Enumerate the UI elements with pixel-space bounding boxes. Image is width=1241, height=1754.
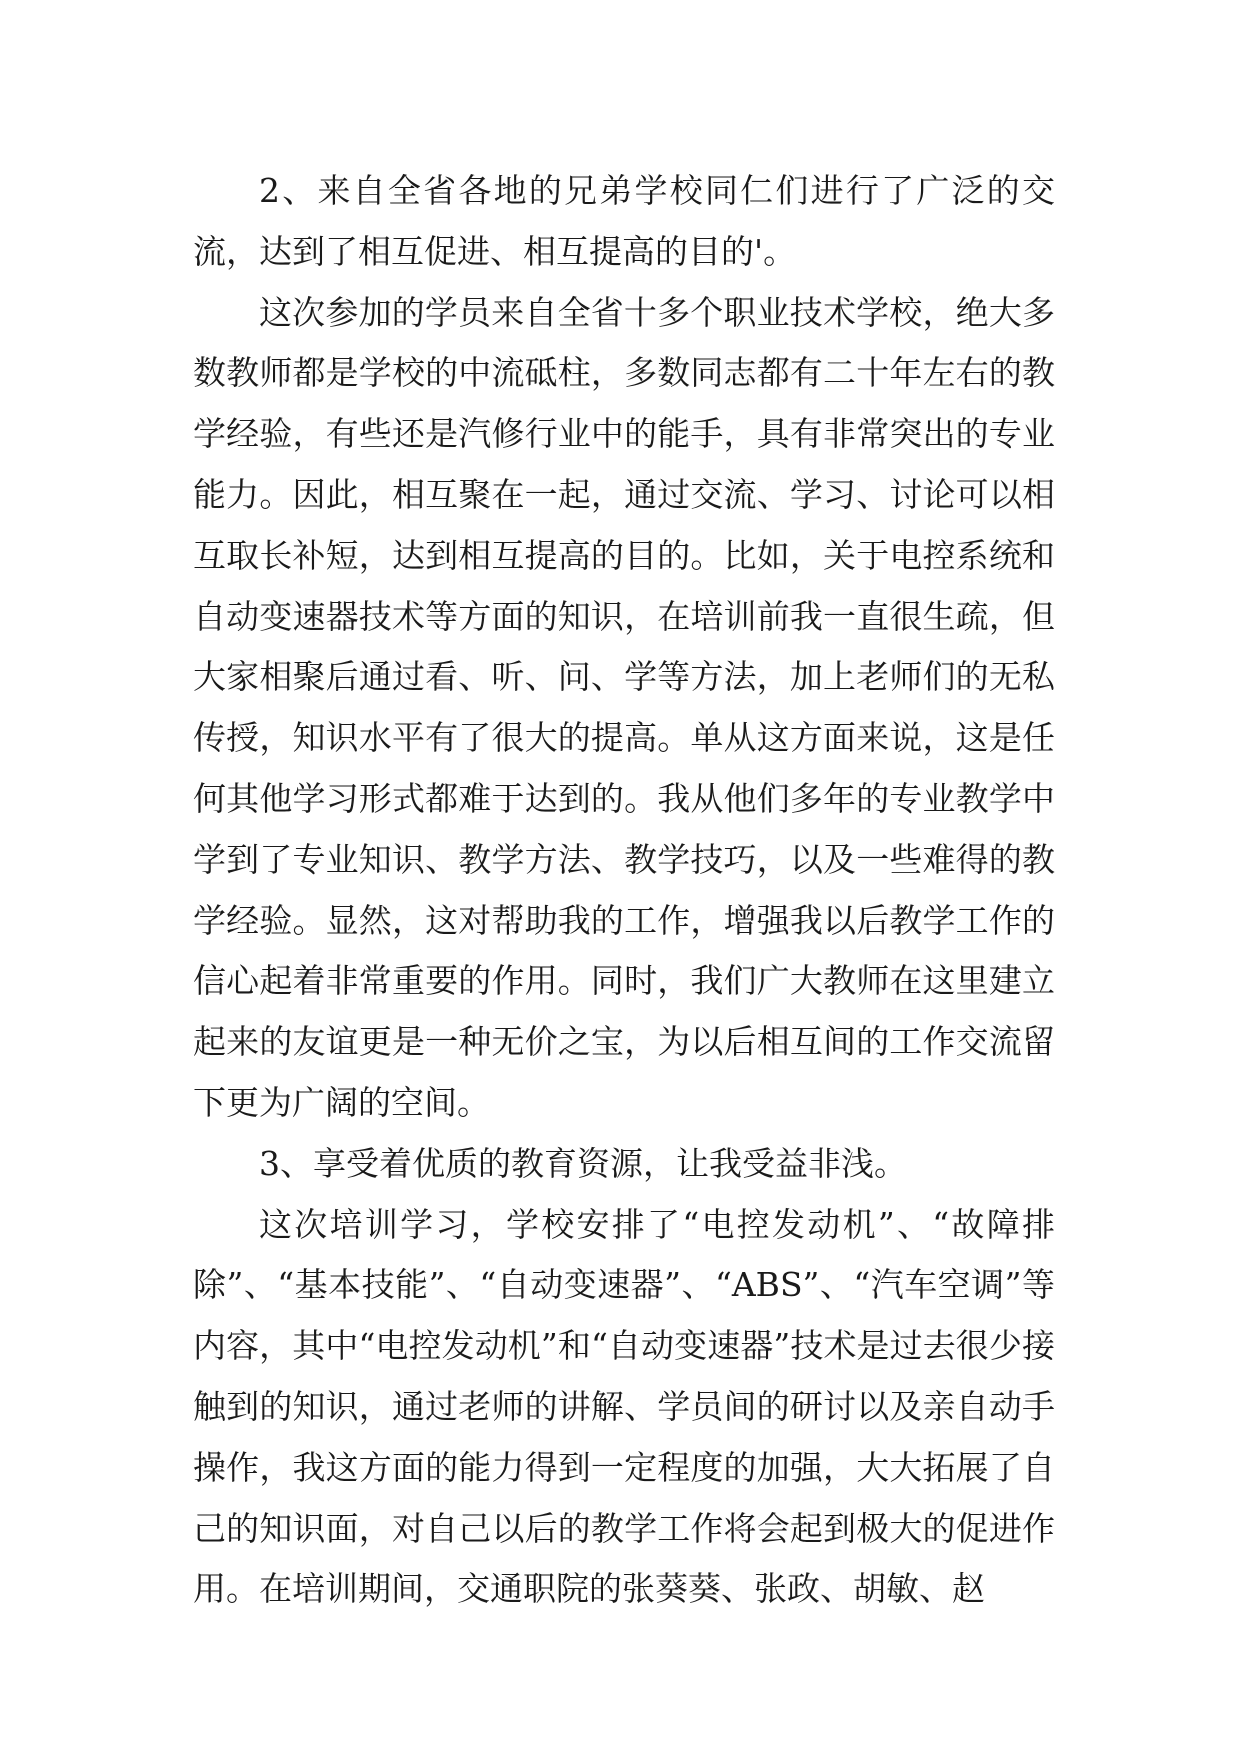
paragraph-heading-3: 3、享受着优质的教育资源，让我受益非浅。 xyxy=(259,1143,907,1183)
document-body xyxy=(193,161,1055,1620)
paragraph-heading-2: 2、来自全省各地的兄弟学校同仁们进行了广泛的交流，达到了相互促进、相互提高的目的'。 xyxy=(193,171,1055,271)
paragraph-body-2: 这次培训学习，学校安排了“电控发动机”、“故障排除”、“基本技能”、“自动变速器”、“ABS”、“汽车空调”等内容，其中“电控发动机”和“自动变速器”技术是过去很少接触到的知识，通过老师的讲解、学员间的研讨以及亲自动手操作，我这方面的能力得到一定程度的加强，大大拓展了自己的知识面，对自己以后的教学工作将会起到极大的促进作用。在培训期间，交通职院的张葵葵、张政、胡敏、赵 xyxy=(193,1204,1055,1609)
paragraph-body-1: 这次参加的学员来自全省十多个职业技术学校，绝大多数教师都是学校的中流砥柱，多数同志都有二十年左右的教学经验，有些还是汽修行业中的能手，具有非常突出的专业能力。因此，相互聚在一起，通过交流、学习、讨论可以相互取长补短，达到相互提高的目的。比如，关于电控系统和自动变速器技术等方面的知识，在培训前我一直很生疏，但大家相聚后通过看、听、问、学等方法，加上老师们的无私传授，知识水平有了很大的提高。单从这方面来说，这是任何其他学习形式都难于达到的。我从他们多年的专业教学中学到了专业知识、教学方法、教学技巧，以及一些难得的教学经验。显然，这对帮助我的工作，增强我以后教学工作的信心起着非常重要的作用。同时，我们广大教师在这里建立起来的友谊更是一种无价之宝，为以后相互间的工作交流留下更为广阔的空间。 xyxy=(193,292,1055,1122)
